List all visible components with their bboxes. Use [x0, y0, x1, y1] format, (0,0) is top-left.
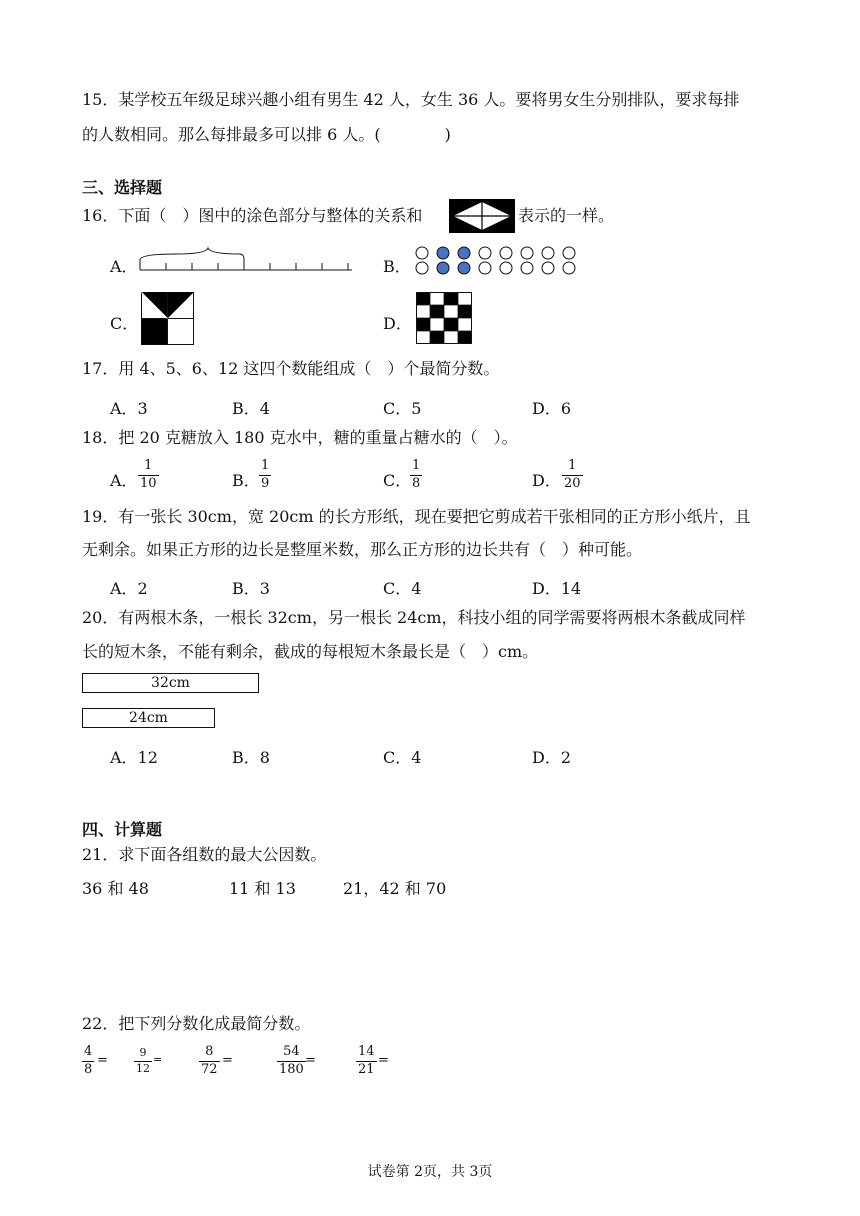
q16-option-d-grid-figure — [416, 292, 474, 344]
q19-line1: 19．有一张长 30cm，宽 20cm 的长方形纸，现在要把它剪成若干张相同的正方形小纸片，且 — [82, 507, 751, 526]
section-heading-calculation: 四、计算题 — [82, 820, 163, 839]
q20-option-c: C．4 — [383, 748, 422, 767]
q21-group-1: 36 和 48 — [82, 879, 149, 898]
q17-text: 17．用 4、5、6、12 这四个数能组成（ ）个最简分数。 — [82, 359, 500, 378]
q16-option-a-label: A． — [110, 257, 138, 276]
equals-sign: = — [305, 1053, 316, 1068]
q18-text: 18．把 20 克糖放入 180 克水中，糖的重量占糖水的（ ）。 — [82, 428, 518, 447]
fraction-numerator: 14 — [358, 1044, 375, 1059]
q20-option-d: D．2 — [532, 748, 572, 767]
fraction-numerator: 1 — [144, 458, 153, 473]
fraction-numerator: 8 — [205, 1044, 214, 1059]
q19-option-b: B．3 — [232, 579, 270, 598]
q18-option-a-fraction — [138, 459, 159, 490]
q16-option-d-label: D． — [383, 314, 412, 333]
q20-stick-24cm: 24cm — [82, 708, 215, 728]
fraction-denominator: 9 — [261, 475, 270, 491]
q18-option-c-label: C． — [383, 471, 412, 490]
q16-option-a-ruler-figure — [136, 246, 356, 276]
section-heading-choice: 三、选择题 — [82, 178, 163, 197]
q16-reference-rect-figure — [449, 199, 515, 233]
q17-option-a: A．3 — [110, 399, 148, 418]
equals-sign: = — [222, 1053, 233, 1068]
q19-option-c: C．4 — [383, 579, 422, 598]
q21-group-3: 21，42 和 70 — [343, 879, 447, 898]
equals-sign: = — [378, 1053, 389, 1068]
q18-option-d-label: D． — [532, 471, 561, 490]
fraction-numerator: 1 — [568, 458, 577, 473]
q16-text-after: 表示的一样。 — [518, 206, 615, 225]
q22-fraction-3 — [199, 1045, 220, 1076]
q18-option-a-label: A． — [110, 471, 138, 490]
q20-line2: 长的短木条，不能有剩余，截成的每根短木条最长是（ ）cm。 — [82, 642, 539, 661]
fraction-numerator: 1 — [261, 458, 270, 473]
fraction-numerator: 54 — [283, 1044, 300, 1059]
fraction-denominator: 21 — [358, 1061, 375, 1077]
q20-stick-32cm: 32cm — [82, 673, 259, 693]
fraction-numerator: 1 — [412, 458, 421, 473]
q20-option-a: A．12 — [110, 748, 158, 767]
fraction-denominator: 20 — [564, 475, 581, 491]
q17-option-b: B．4 — [232, 399, 270, 418]
q22-fraction-2 — [134, 1047, 152, 1074]
q22-fraction-1 — [82, 1045, 94, 1076]
q22-fraction-4 — [277, 1045, 306, 1076]
q16-option-b-label: B． — [383, 257, 411, 276]
fraction-denominator: 10 — [140, 475, 157, 491]
equals-sign: = — [153, 1053, 163, 1066]
q18-option-b-label: B． — [232, 471, 260, 490]
q19-option-a: A．2 — [110, 579, 148, 598]
fraction-numerator: 9 — [139, 1046, 147, 1059]
fraction-numerator: 4 — [84, 1044, 93, 1059]
q19-option-d: D．14 — [532, 579, 582, 598]
q16-text-before: 16．下面（ ）图中的涂色部分与整体的关系和 — [82, 206, 423, 225]
q17-option-c: C．5 — [383, 399, 422, 418]
q18-option-d-fraction — [562, 459, 583, 490]
fraction-denominator: 8 — [412, 475, 421, 491]
q15-line1: 15．某学校五年级足球兴趣小组有男生 42 人，女生 36 人。要将男女生分别排队，要求每排 — [82, 90, 740, 109]
q21-group-2: 11 和 13 — [229, 879, 296, 898]
q19-line2: 无剩余。如果正方形的边长是整厘米数，那么正方形的边长共有（ ）种可能。 — [82, 540, 643, 559]
q20-line1: 20．有两根木条，一根长 32cm，另一根长 24cm，科技小组的同学需要将两根木条截成同样 — [82, 608, 746, 627]
q20-option-b: B．8 — [232, 748, 270, 767]
q22-fraction-5 — [356, 1045, 377, 1076]
fraction-denominator: 8 — [84, 1061, 93, 1077]
q15-line2: 的人数相同。那么每排最多可以排 6 人。( ) — [82, 125, 451, 144]
q17-option-d: D．6 — [532, 399, 572, 418]
q18-option-c-fraction — [410, 459, 422, 490]
q16-option-c-label: C． — [110, 314, 139, 333]
fraction-denominator: 12 — [136, 1061, 150, 1075]
q16-option-c-square-figure — [141, 292, 195, 346]
q16-option-b-dots-figure — [412, 244, 578, 276]
fraction-denominator: 180 — [279, 1061, 304, 1077]
equals-sign: = — [97, 1053, 108, 1068]
fraction-denominator: 72 — [201, 1061, 218, 1077]
q22-text: 22．把下列分数化成最简分数。 — [82, 1014, 311, 1033]
q21-text: 21．求下面各组数的最大公因数。 — [82, 845, 327, 864]
q18-option-b-fraction — [259, 459, 271, 490]
page-footer: 试卷第 2页，共 3页 — [367, 1164, 493, 1180]
